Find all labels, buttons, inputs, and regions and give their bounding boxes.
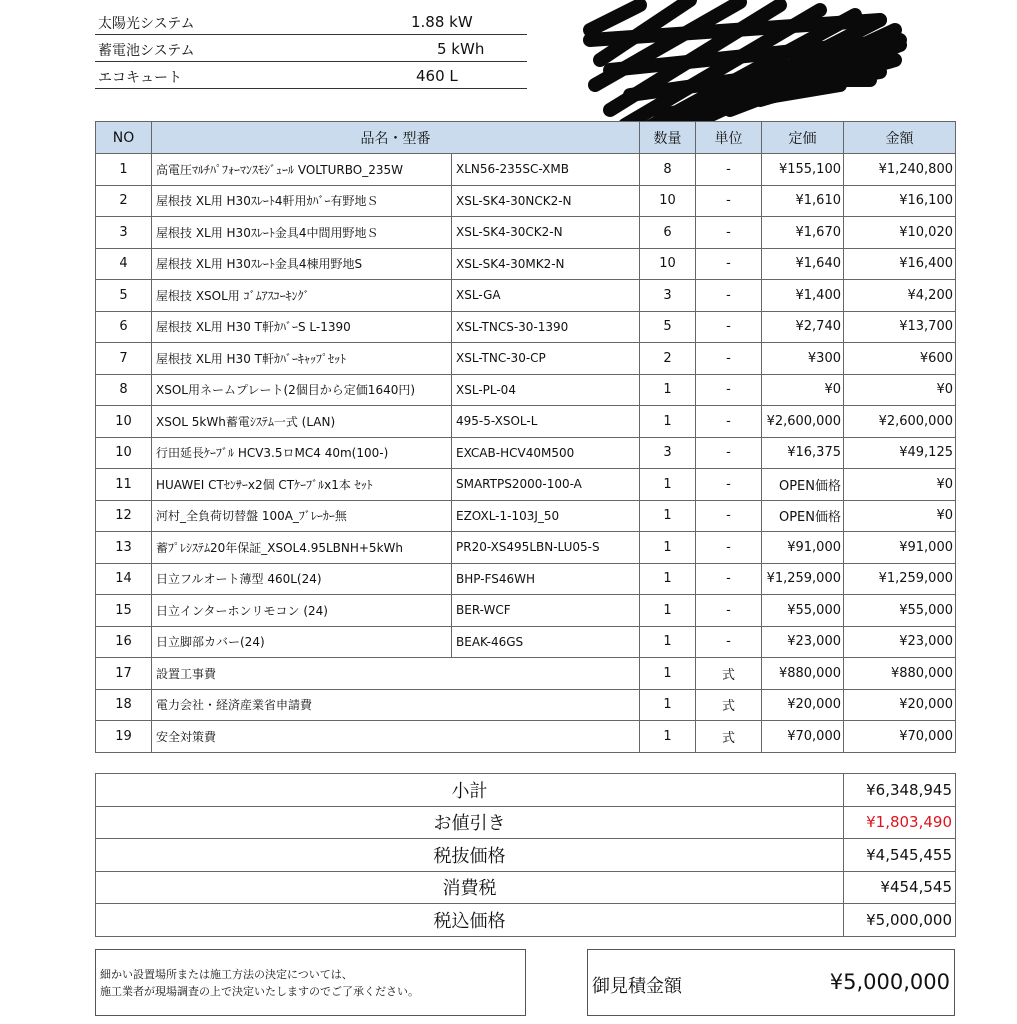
cell-item-name: 日立インターホンリモコン (24) <box>152 595 452 627</box>
cell-item-name: 日立フルオート薄型 460L(24) <box>152 563 452 595</box>
cell-model-number: BHP-FS46WH <box>452 563 640 595</box>
table-row <box>96 154 956 186</box>
cell-list-price: ¥0 <box>762 374 844 406</box>
table-row <box>96 185 956 217</box>
cell-no: 15 <box>96 595 152 627</box>
cell-unit: - <box>696 500 762 532</box>
header-qty: 数量 <box>640 122 696 154</box>
quote-items-table <box>95 121 956 753</box>
table-row <box>96 721 956 753</box>
cell-no: 1 <box>96 154 152 186</box>
cell-unit: - <box>696 595 762 627</box>
totals-value: ¥454,545 <box>844 871 956 904</box>
table-row <box>96 595 956 627</box>
cell-amount: ¥55,000 <box>844 595 956 627</box>
cell-item-name: 屋根技 XSOL用 ｺﾞﾑｱｽｺｰｷﾝｸﾞ <box>152 280 452 312</box>
table-row <box>96 374 956 406</box>
cell-amount: ¥49,125 <box>844 437 956 469</box>
cell-item-name: 河村_全負荷切替盤 100A_ﾌﾞﾚｰｶｰ無 <box>152 500 452 532</box>
totals-table <box>95 773 956 937</box>
system-spec-block <box>95 8 527 89</box>
totals-row <box>96 806 956 839</box>
cell-item-name: XSOL用ネームプレート(2個目から定価1640円) <box>152 374 452 406</box>
totals-row <box>96 774 956 807</box>
cell-qty: 1 <box>640 658 696 690</box>
table-row <box>96 311 956 343</box>
spec-label: エコキュート <box>98 70 182 86</box>
cell-unit: 式 <box>696 689 762 721</box>
cell-unit: - <box>696 217 762 249</box>
cell-model-number: EZOXL-1-103J_50 <box>452 500 640 532</box>
table-row <box>96 406 956 438</box>
cell-qty: 3 <box>640 280 696 312</box>
cell-qty: 1 <box>640 500 696 532</box>
cell-list-price: ¥55,000 <box>762 595 844 627</box>
totals-label: 小計 <box>96 774 844 807</box>
cell-amount: ¥91,000 <box>844 532 956 564</box>
cell-qty: 1 <box>640 721 696 753</box>
cell-item-name: 日立脚部カバー(24) <box>152 626 452 658</box>
cell-amount: ¥20,000 <box>844 689 956 721</box>
cell-amount: ¥0 <box>844 500 956 532</box>
cell-list-price: ¥91,000 <box>762 532 844 564</box>
cell-unit: - <box>696 154 762 186</box>
table-row <box>96 217 956 249</box>
cell-no: 6 <box>96 311 152 343</box>
cell-item-name: 行田延長ｹｰﾌﾞﾙ HCV3.5ロMC4 40m(100-) <box>152 437 452 469</box>
cell-list-price: ¥300 <box>762 343 844 375</box>
cell-unit: - <box>696 280 762 312</box>
cell-list-price: ¥16,375 <box>762 437 844 469</box>
cell-qty: 10 <box>640 248 696 280</box>
cell-unit: 式 <box>696 721 762 753</box>
cell-unit: - <box>696 311 762 343</box>
cell-no: 19 <box>96 721 152 753</box>
cell-unit: - <box>696 343 762 375</box>
cell-unit: 式 <box>696 658 762 690</box>
cell-qty: 1 <box>640 532 696 564</box>
cell-qty: 10 <box>640 185 696 217</box>
table-row <box>96 658 956 690</box>
note-line: 細かい設置場所または施工方法の決定については、 <box>100 968 353 981</box>
cell-item-name: 高電圧ﾏﾙﾁﾊﾟﾌｫｰﾏﾝｽﾓｼﾞｭｰﾙ VOLTURBO_235W <box>152 154 452 186</box>
cell-no: 11 <box>96 469 152 501</box>
grand-total-value: ¥5,000,000 <box>829 970 950 994</box>
cell-model-number: XSL-PL-04 <box>452 374 640 406</box>
table-row <box>96 343 956 375</box>
cell-list-price: ¥1,400 <box>762 280 844 312</box>
cell-qty: 1 <box>640 406 696 438</box>
cell-list-price: ¥1,640 <box>762 248 844 280</box>
cell-item-name: XSOL 5kWh蓄電ｼｽﾃﾑ一式 (LAN) <box>152 406 452 438</box>
cell-model-number: SMARTPS2000-100-A <box>452 469 640 501</box>
cell-list-price: OPEN価格 <box>762 469 844 501</box>
cell-unit: - <box>696 185 762 217</box>
table-row <box>96 280 956 312</box>
cell-no: 12 <box>96 500 152 532</box>
cell-unit: - <box>696 374 762 406</box>
cell-list-price: ¥23,000 <box>762 626 844 658</box>
spec-row-solar <box>95 8 527 35</box>
cell-list-price: ¥2,600,000 <box>762 406 844 438</box>
cell-unit: - <box>696 248 762 280</box>
totals-label: 税抜価格 <box>96 839 844 872</box>
cell-amount: ¥880,000 <box>844 658 956 690</box>
header-unit: 単位 <box>696 122 762 154</box>
cell-qty: 2 <box>640 343 696 375</box>
totals-row <box>96 904 956 937</box>
grand-total-box <box>587 949 955 1016</box>
table-header-row <box>96 122 956 154</box>
cell-amount: ¥16,100 <box>844 185 956 217</box>
cell-unit: - <box>696 626 762 658</box>
grand-total-label: 御見積金額 <box>592 976 682 997</box>
spec-row-ecocute <box>95 62 527 89</box>
cell-no: 17 <box>96 658 152 690</box>
cell-qty: 8 <box>640 154 696 186</box>
cell-unit: - <box>696 563 762 595</box>
table-row <box>96 437 956 469</box>
cell-model-number: BER-WCF <box>452 595 640 627</box>
cell-qty: 1 <box>640 469 696 501</box>
cell-list-price: ¥2,740 <box>762 311 844 343</box>
cell-no: 4 <box>96 248 152 280</box>
cell-qty: 5 <box>640 311 696 343</box>
spec-value: 5 kWh <box>437 40 485 58</box>
cell-model-number: BEAK-46GS <box>452 626 640 658</box>
cell-amount: ¥1,240,800 <box>844 154 956 186</box>
totals-value: ¥6,348,945 <box>844 774 956 807</box>
cell-list-price: ¥1,670 <box>762 217 844 249</box>
cell-model-number: EXCAB-HCV40M500 <box>452 437 640 469</box>
cell-item-name: 屋根技 XL用 H30ｽﾚｰﾄ4軒用ｶﾊﾞｰ有野地Ｓ <box>152 185 452 217</box>
table-row <box>96 532 956 564</box>
cell-unit: - <box>696 437 762 469</box>
header-list-price: 定価 <box>762 122 844 154</box>
cell-amount: ¥0 <box>844 469 956 501</box>
cell-amount: ¥0 <box>844 374 956 406</box>
cell-no: 7 <box>96 343 152 375</box>
spec-value: 460 L <box>416 67 458 85</box>
cell-qty: 3 <box>640 437 696 469</box>
cell-qty: 1 <box>640 563 696 595</box>
totals-label: 税込価格 <box>96 904 844 937</box>
cell-item-name: 安全対策費 <box>152 721 640 753</box>
spec-row-battery <box>95 35 527 62</box>
cell-model-number: XLN56-235SC-XMB <box>452 154 640 186</box>
cell-unit: - <box>696 532 762 564</box>
cell-qty: 6 <box>640 217 696 249</box>
cell-model-number: XSL-GA <box>452 280 640 312</box>
table-row <box>96 689 956 721</box>
totals-label: お値引き <box>96 806 844 839</box>
cell-qty: 1 <box>640 689 696 721</box>
cell-unit: - <box>696 406 762 438</box>
cell-qty: 1 <box>640 626 696 658</box>
cell-qty: 1 <box>640 595 696 627</box>
cell-no: 10 <box>96 437 152 469</box>
cell-item-name: HUAWEI CTｾﾝｻｰx2個 CTｹｰﾌﾞﾙx1本 ｾｯﾄ <box>152 469 452 501</box>
cell-no: 8 <box>96 374 152 406</box>
totals-value: ¥4,545,455 <box>844 839 956 872</box>
totals-body <box>96 774 956 937</box>
totals-value: ¥5,000,000 <box>844 904 956 937</box>
cell-item-name: 屋根技 XL用 H30 T軒ｶﾊﾞｰｷｬｯﾌﾟｾｯﾄ <box>152 343 452 375</box>
cell-model-number: XSL-TNCS-30-1390 <box>452 311 640 343</box>
table-body <box>96 154 956 753</box>
cell-list-price: ¥1,259,000 <box>762 563 844 595</box>
cell-list-price: ¥20,000 <box>762 689 844 721</box>
header-item-name: 品名・型番 <box>152 122 640 154</box>
spec-value: 1.88 kW <box>411 13 473 31</box>
totals-row <box>96 871 956 904</box>
cell-amount: ¥23,000 <box>844 626 956 658</box>
cell-qty: 1 <box>640 374 696 406</box>
cell-list-price: ¥70,000 <box>762 721 844 753</box>
cell-model-number: 495-5-XSOL-L <box>452 406 640 438</box>
cell-amount: ¥70,000 <box>844 721 956 753</box>
cell-amount: ¥600 <box>844 343 956 375</box>
cell-item-name: 設置工事費 <box>152 658 640 690</box>
cell-list-price: ¥880,000 <box>762 658 844 690</box>
spec-label: 太陽光システム <box>98 16 195 32</box>
cell-list-price: OPEN価格 <box>762 500 844 532</box>
header-no: NO <box>96 122 152 154</box>
header-amount: 金額 <box>844 122 956 154</box>
note-box <box>95 949 526 1016</box>
cell-amount: ¥4,200 <box>844 280 956 312</box>
cell-item-name: 電力会社・経済産業省申請費 <box>152 689 640 721</box>
cell-no: 10 <box>96 406 152 438</box>
cell-no: 18 <box>96 689 152 721</box>
cell-amount: ¥16,400 <box>844 248 956 280</box>
table-row <box>96 469 956 501</box>
table-row <box>96 248 956 280</box>
cell-item-name: 屋根技 XL用 H30 T軒ｶﾊﾞｰS L-1390 <box>152 311 452 343</box>
table-row <box>96 500 956 532</box>
cell-model-number: XSL-SK4-30CK2-N <box>452 217 640 249</box>
cell-no: 2 <box>96 185 152 217</box>
cell-model-number: PR20-XS495LBN-LU05-S <box>452 532 640 564</box>
cell-amount: ¥2,600,000 <box>844 406 956 438</box>
cell-amount: ¥13,700 <box>844 311 956 343</box>
redaction-scribble <box>580 0 960 135</box>
cell-model-number: XSL-SK4-30NCK2-N <box>452 185 640 217</box>
cell-no: 16 <box>96 626 152 658</box>
table-row <box>96 626 956 658</box>
cell-no: 5 <box>96 280 152 312</box>
totals-value: ¥1,803,490 <box>844 806 956 839</box>
note-line: 施工業者が現場調査の上で決定いたしますのでご了承ください。 <box>100 985 419 998</box>
cell-unit: - <box>696 469 762 501</box>
cell-model-number: XSL-SK4-30MK2-N <box>452 248 640 280</box>
cell-list-price: ¥155,100 <box>762 154 844 186</box>
cell-item-name: 屋根技 XL用 H30ｽﾚｰﾄ金具4棟用野地S <box>152 248 452 280</box>
cell-amount: ¥10,020 <box>844 217 956 249</box>
table-row <box>96 563 956 595</box>
cell-amount: ¥1,259,000 <box>844 563 956 595</box>
cell-no: 14 <box>96 563 152 595</box>
cell-model-number: XSL-TNC-30-CP <box>452 343 640 375</box>
cell-list-price: ¥1,610 <box>762 185 844 217</box>
cell-item-name: 蓄ﾌﾟﾚｼｽﾃﾑ20年保証_XSOL4.95LBNH+5kWh <box>152 532 452 564</box>
totals-label: 消費税 <box>96 871 844 904</box>
cell-no: 3 <box>96 217 152 249</box>
totals-row <box>96 839 956 872</box>
spec-label: 蓄電池システム <box>98 43 195 59</box>
cell-item-name: 屋根技 XL用 H30ｽﾚｰﾄ金具4中間用野地Ｓ <box>152 217 452 249</box>
cell-no: 13 <box>96 532 152 564</box>
